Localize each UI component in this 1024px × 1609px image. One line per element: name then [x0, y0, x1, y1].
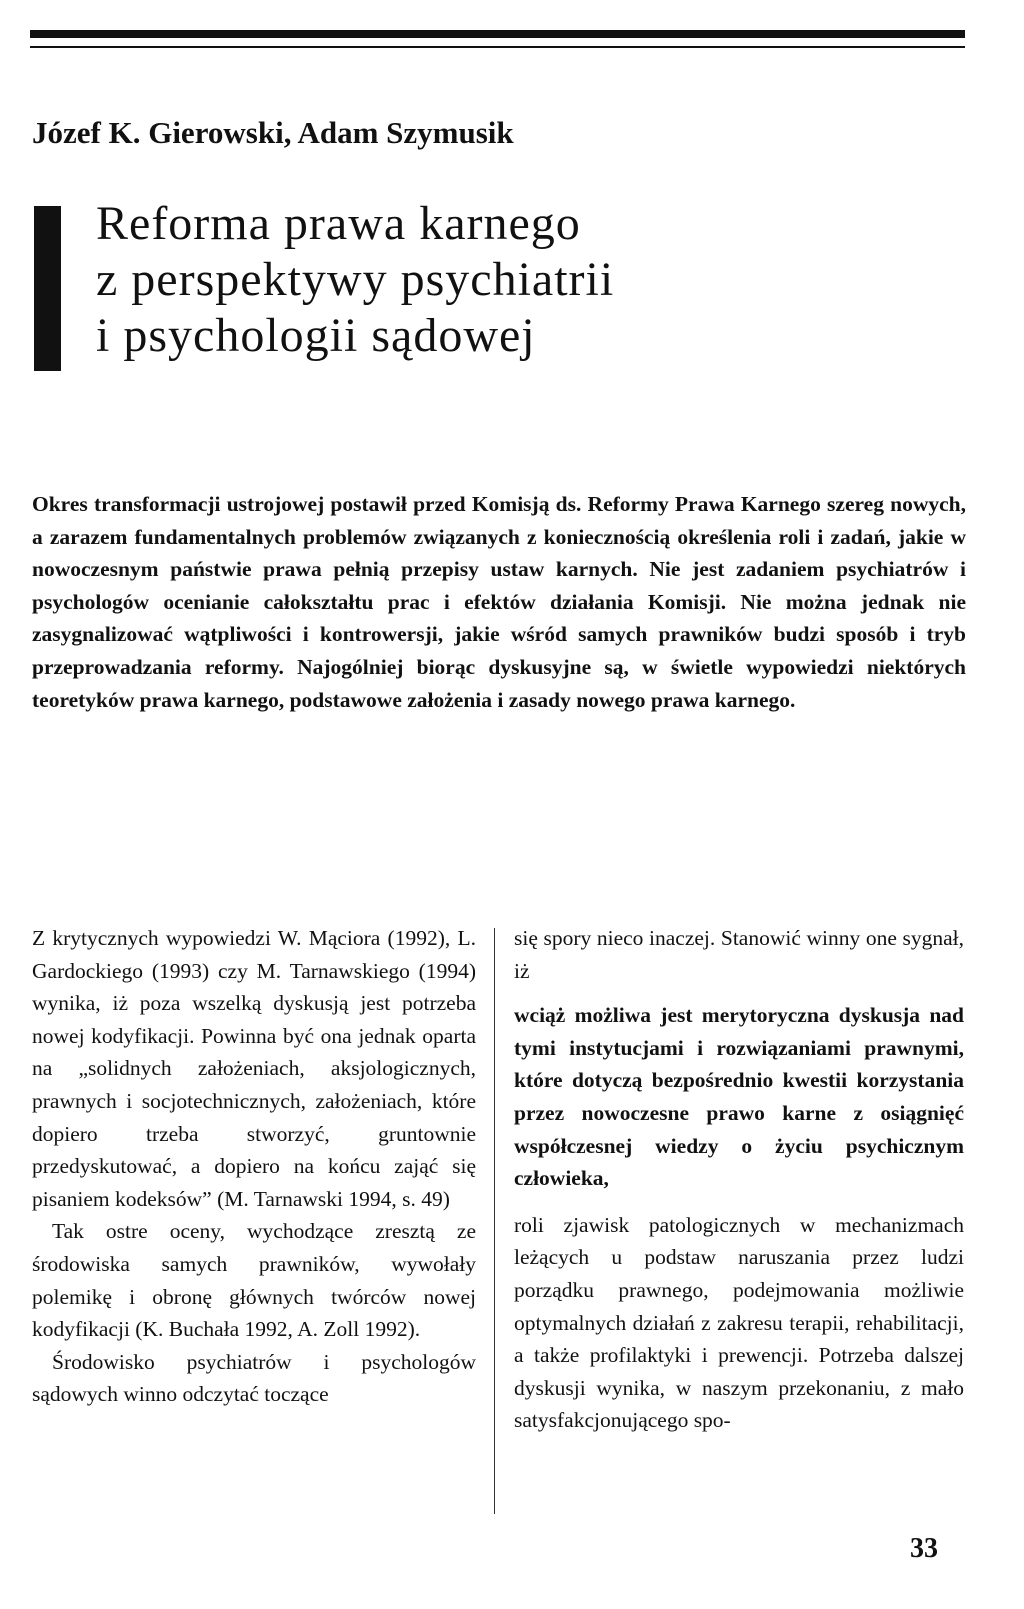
title-line-2: z perspektywy psychiatrii: [96, 253, 615, 306]
left-paragraph-2: Tak ostre oceny, wychodzące zresztą ze środowiska samych prawników, wywołały polemikę i obronę głównych twórców nowej kodyfikacji (K. Buchała 1992, A. Zoll 1992).: [32, 1219, 476, 1342]
highlighted-quote: wciąż możliwa jest merytoryczna dyskusja nad tymi instytucjami i rozwiązaniami prawnymi, które dotyczą bezpośrednio kwestii korzystania przez nowoczesne prawo karne z osiągnięć współczesnej wiedzy o życiu psychicznym człowieka,: [514, 1003, 964, 1191]
abstract: Okres transformacji ustrojowej postawił przed Komisją ds. Reformy Prawa Karnego szereg nowych, a zarazem fundamentalnych problemów związanych z koniecznością określenia roli i zadań, jakie w nowoczesnym państwie prawa pełnią przepisy ustaw karnych. Nie jest zadaniem psychiatrów i psychologów ocenianie całokształtu prac i efektów działania Komisji. Nie można jednak nie zasygnalizować wątpliwości i kontrowersji, jakie wśród samych prawników budzi sposób i tryb przeprowadzania reformy. Najogólniej biorąc dyskusyjne są, w świetle wypowiedzi niektórych teoretyków prawa karnego, podstawowe założenia i zasady nowego prawa karnego.: [32, 492, 966, 712]
title-line-1: Reforma prawa karnego: [96, 197, 581, 250]
page-number: 33: [910, 1533, 938, 1564]
article-title: [96, 196, 916, 364]
title-line-3: i psychologii sądowej: [96, 309, 536, 362]
right-paragraph-1: się spory nieco inaczej. Stanowić winny one sygnał, iż: [514, 926, 964, 983]
column-divider: [494, 928, 495, 1514]
title-accent-bar: [34, 206, 61, 371]
left-column: [32, 922, 476, 1411]
authors: Józef K. Gierowski, Adam Szymusik: [32, 115, 514, 150]
header-rule-thin: [30, 46, 965, 48]
left-paragraph-3: Środowisko psychiatrów i psychologów sądowych winno odczytać toczące: [32, 1349, 476, 1407]
right-column: [514, 922, 964, 1437]
header-rule-thick: [30, 30, 965, 38]
left-paragraph-1: Z krytycznych wypowiedzi W. Mąciora (1992), L. Gardockiego (1993) czy M. Tarnawskiego (1994) wynika, iż poza wszelką dyskusją jest potrzeba nowej kodyfikacji. Powinna być ona jednak oparta na „solidnych założeniach, aksjologicznych, prawnych i socjotechnicznych, założeniach, które dopiero trzeba stworzyć, gruntownie przedyskutować, a dopiero na końcu zająć się pisaniem kodeksów” (M. Tarnawski 1994, s. 49): [32, 926, 476, 1211]
right-paragraph-2: roli zjawisk patologicznych w mechanizmach leżących u podstaw naruszania przez ludzi porządku prawnego, podejmowania możliwie optymalnych działań z zakresu terapii, rehabilitacji, a także profilaktyki i prewencji. Potrzeba dalszej dyskusji wynika, w naszym przekonaniu, z mało satysfakcjonującego spo-: [514, 1212, 964, 1433]
